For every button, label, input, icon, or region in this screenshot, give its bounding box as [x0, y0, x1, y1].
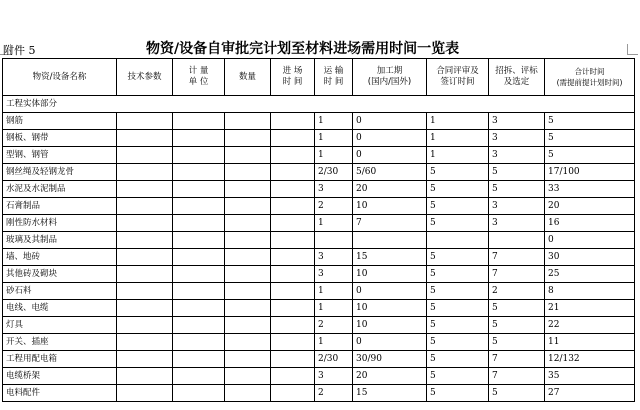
cell-name: 型钢、钢管	[3, 147, 117, 164]
cell-entry	[271, 317, 315, 334]
cell-unit	[173, 266, 225, 283]
cell-transport: 1	[315, 334, 353, 351]
cell-unit	[173, 215, 225, 232]
header-unit: 计 量 单 位	[173, 59, 225, 96]
cell-entry	[271, 113, 315, 130]
table-row	[3, 317, 635, 334]
cell-params	[117, 232, 173, 249]
cell-tender: 3	[489, 198, 545, 215]
cell-qty	[225, 113, 271, 130]
cell-unit	[173, 164, 225, 181]
cell-entry	[271, 266, 315, 283]
cell-total: 5	[545, 147, 635, 164]
table-row	[3, 198, 635, 215]
cell-entry	[271, 232, 315, 249]
cell-name: 电线、电缆	[3, 300, 117, 317]
header-contract: 合同评审及 签订时间	[427, 59, 489, 96]
cell-transport: 3	[315, 249, 353, 266]
header-params: 技术参数	[117, 59, 173, 96]
cell-tender: 7	[489, 368, 545, 385]
cell-entry	[271, 300, 315, 317]
cell-entry	[271, 164, 315, 181]
cell-entry	[271, 334, 315, 351]
cell-entry	[271, 130, 315, 147]
cell-total: 17/100	[545, 164, 635, 181]
cell-processing: 10	[353, 198, 427, 215]
cell-tender: 5	[489, 181, 545, 198]
cell-tender: 5	[489, 164, 545, 181]
cell-transport: 2	[315, 317, 353, 334]
document-title: 物资/设备自审批完计划至材料进场需用时间一览表	[146, 41, 460, 57]
cell-name: 水泥及水泥制品	[3, 181, 117, 198]
table-row	[3, 164, 635, 181]
cell-name: 其他砖及砌块	[3, 266, 117, 283]
cell-params	[117, 351, 173, 368]
cell-transport: 1	[315, 283, 353, 300]
cell-transport: 1	[315, 300, 353, 317]
cell-transport: 1	[315, 147, 353, 164]
cell-qty	[225, 368, 271, 385]
cell-total: 16	[545, 215, 635, 232]
cell-params	[117, 300, 173, 317]
cell-contract	[427, 232, 489, 249]
cell-params	[117, 249, 173, 266]
cell-tender: 3	[489, 113, 545, 130]
table-row	[3, 283, 635, 300]
cell-total: 33	[545, 181, 635, 198]
cell-unit	[173, 334, 225, 351]
cell-name: 玻璃及其制品	[3, 232, 117, 249]
cell-tender: 5	[489, 334, 545, 351]
cell-params	[117, 198, 173, 215]
table-row	[3, 300, 635, 317]
cell-processing: 0	[353, 334, 427, 351]
cell-total: 21	[545, 300, 635, 317]
cell-entry	[271, 215, 315, 232]
cell-transport: 2	[315, 385, 353, 402]
cell-qty	[225, 130, 271, 147]
cell-name: 灯具	[3, 317, 117, 334]
cell-name: 钢板、钢带	[3, 130, 117, 147]
cell-total: 30	[545, 249, 635, 266]
cell-total: 25	[545, 266, 635, 283]
cell-name: 钢筋	[3, 113, 117, 130]
cell-transport	[315, 232, 353, 249]
cell-unit	[173, 113, 225, 130]
cell-params	[117, 317, 173, 334]
cell-processing: 15	[353, 385, 427, 402]
header-entry-time: 进 场 时 间	[271, 59, 315, 96]
materials-schedule-table	[2, 58, 635, 402]
cell-unit	[173, 249, 225, 266]
cell-tender	[489, 232, 545, 249]
cell-contract: 5	[427, 283, 489, 300]
page-corner-mark-right	[627, 44, 638, 55]
cell-params	[117, 181, 173, 198]
cell-entry	[271, 368, 315, 385]
cell-params	[117, 164, 173, 181]
section-row	[3, 96, 635, 113]
cell-transport: 1	[315, 215, 353, 232]
cell-qty	[225, 249, 271, 266]
cell-tender: 7	[489, 249, 545, 266]
section-label: 工程实体部分	[3, 96, 635, 113]
cell-params	[117, 113, 173, 130]
cell-name: 石膏制品	[3, 198, 117, 215]
cell-tender: 5	[489, 300, 545, 317]
table-row	[3, 130, 635, 147]
cell-processing: 10	[353, 317, 427, 334]
cell-processing: 0	[353, 130, 427, 147]
cell-tender: 3	[489, 215, 545, 232]
cell-total: 8	[545, 283, 635, 300]
cell-qty	[225, 317, 271, 334]
cell-tender: 7	[489, 266, 545, 283]
cell-name: 墙、地砖	[3, 249, 117, 266]
cell-unit	[173, 198, 225, 215]
table-row	[3, 368, 635, 385]
header-qty: 数量	[225, 59, 271, 96]
cell-contract: 5	[427, 351, 489, 368]
cell-unit	[173, 317, 225, 334]
cell-processing: 10	[353, 266, 427, 283]
cell-unit	[173, 147, 225, 164]
cell-qty	[225, 232, 271, 249]
cell-entry	[271, 249, 315, 266]
cell-processing: 30/90	[353, 351, 427, 368]
cell-processing: 20	[353, 368, 427, 385]
cell-params	[117, 215, 173, 232]
cell-entry	[271, 147, 315, 164]
cell-transport: 3	[315, 181, 353, 198]
cell-contract: 1	[427, 130, 489, 147]
cell-total: 5	[545, 113, 635, 130]
cell-params	[117, 368, 173, 385]
table-row	[3, 385, 635, 402]
cell-contract: 5	[427, 266, 489, 283]
cell-name: 开关、插座	[3, 334, 117, 351]
cell-params	[117, 334, 173, 351]
cell-total: 5	[545, 130, 635, 147]
table-row	[3, 334, 635, 351]
cell-qty	[225, 283, 271, 300]
cell-params	[117, 130, 173, 147]
cell-contract: 5	[427, 249, 489, 266]
cell-processing: 0	[353, 113, 427, 130]
table-row	[3, 232, 635, 249]
header-name: 物资/设备名称	[3, 59, 117, 96]
cell-processing: 7	[353, 215, 427, 232]
header-transport-time: 运 输 时 间	[315, 59, 353, 96]
cell-unit	[173, 368, 225, 385]
cell-contract: 5	[427, 198, 489, 215]
cell-qty	[225, 351, 271, 368]
cell-contract: 1	[427, 147, 489, 164]
table-row	[3, 249, 635, 266]
cell-processing: 20	[353, 181, 427, 198]
cell-entry	[271, 283, 315, 300]
table-row	[3, 266, 635, 283]
cell-tender: 3	[489, 147, 545, 164]
cell-transport: 1	[315, 130, 353, 147]
cell-qty	[225, 334, 271, 351]
cell-total: 11	[545, 334, 635, 351]
header-total: 合计时间 (需提前提计划时间)	[545, 59, 635, 96]
cell-processing: 5/60	[353, 164, 427, 181]
cell-unit	[173, 181, 225, 198]
cell-total: 22	[545, 317, 635, 334]
cell-params	[117, 147, 173, 164]
cell-contract: 5	[427, 181, 489, 198]
cell-name: 电缆桥架	[3, 368, 117, 385]
cell-name: 工程用配电箱	[3, 351, 117, 368]
cell-contract: 5	[427, 215, 489, 232]
cell-processing: 0	[353, 283, 427, 300]
cell-contract: 5	[427, 334, 489, 351]
cell-name: 砂石料	[3, 283, 117, 300]
attachment-label: 附件 5	[3, 44, 36, 57]
cell-transport: 3	[315, 368, 353, 385]
cell-qty	[225, 181, 271, 198]
cell-contract: 5	[427, 300, 489, 317]
cell-name: 刚性防水材料	[3, 215, 117, 232]
cell-name: 钢丝绳及轻钢龙骨	[3, 164, 117, 181]
table-row	[3, 181, 635, 198]
cell-entry	[271, 351, 315, 368]
cell-params	[117, 385, 173, 402]
cell-qty	[225, 164, 271, 181]
cell-contract: 5	[427, 385, 489, 402]
table-header-row	[3, 59, 635, 96]
cell-tender: 3	[489, 130, 545, 147]
cell-transport: 2/30	[315, 351, 353, 368]
cell-contract: 5	[427, 164, 489, 181]
header-processing: 加工期 (国内/国外)	[353, 59, 427, 96]
cell-processing	[353, 232, 427, 249]
cell-name: 电料配件	[3, 385, 117, 402]
cell-total: 35	[545, 368, 635, 385]
cell-contract: 5	[427, 368, 489, 385]
cell-tender: 5	[489, 317, 545, 334]
cell-params	[117, 283, 173, 300]
cell-unit	[173, 130, 225, 147]
cell-entry	[271, 385, 315, 402]
cell-unit	[173, 283, 225, 300]
cell-unit	[173, 385, 225, 402]
cell-tender: 5	[489, 385, 545, 402]
cell-transport: 2	[315, 198, 353, 215]
table-row	[3, 147, 635, 164]
cell-entry	[271, 198, 315, 215]
cell-transport: 3	[315, 266, 353, 283]
cell-qty	[225, 300, 271, 317]
cell-tender: 7	[489, 351, 545, 368]
cell-total: 12/132	[545, 351, 635, 368]
cell-tender: 2	[489, 283, 545, 300]
cell-unit	[173, 300, 225, 317]
cell-unit	[173, 351, 225, 368]
cell-processing: 0	[353, 147, 427, 164]
cell-qty	[225, 215, 271, 232]
cell-contract: 5	[427, 317, 489, 334]
cell-qty	[225, 198, 271, 215]
cell-processing: 15	[353, 249, 427, 266]
cell-total: 20	[545, 198, 635, 215]
cell-qty	[225, 266, 271, 283]
cell-params	[117, 266, 173, 283]
cell-entry	[271, 181, 315, 198]
cell-unit	[173, 232, 225, 249]
cell-contract: 1	[427, 113, 489, 130]
cell-transport: 1	[315, 113, 353, 130]
table-row	[3, 113, 635, 130]
table-row	[3, 351, 635, 368]
header-tender: 招拆、评标 及选定	[489, 59, 545, 96]
cell-transport: 2/30	[315, 164, 353, 181]
cell-qty	[225, 147, 271, 164]
cell-qty	[225, 385, 271, 402]
cell-processing: 10	[353, 300, 427, 317]
cell-total: 27	[545, 385, 635, 402]
cell-total: 0	[545, 232, 635, 249]
table-row	[3, 215, 635, 232]
